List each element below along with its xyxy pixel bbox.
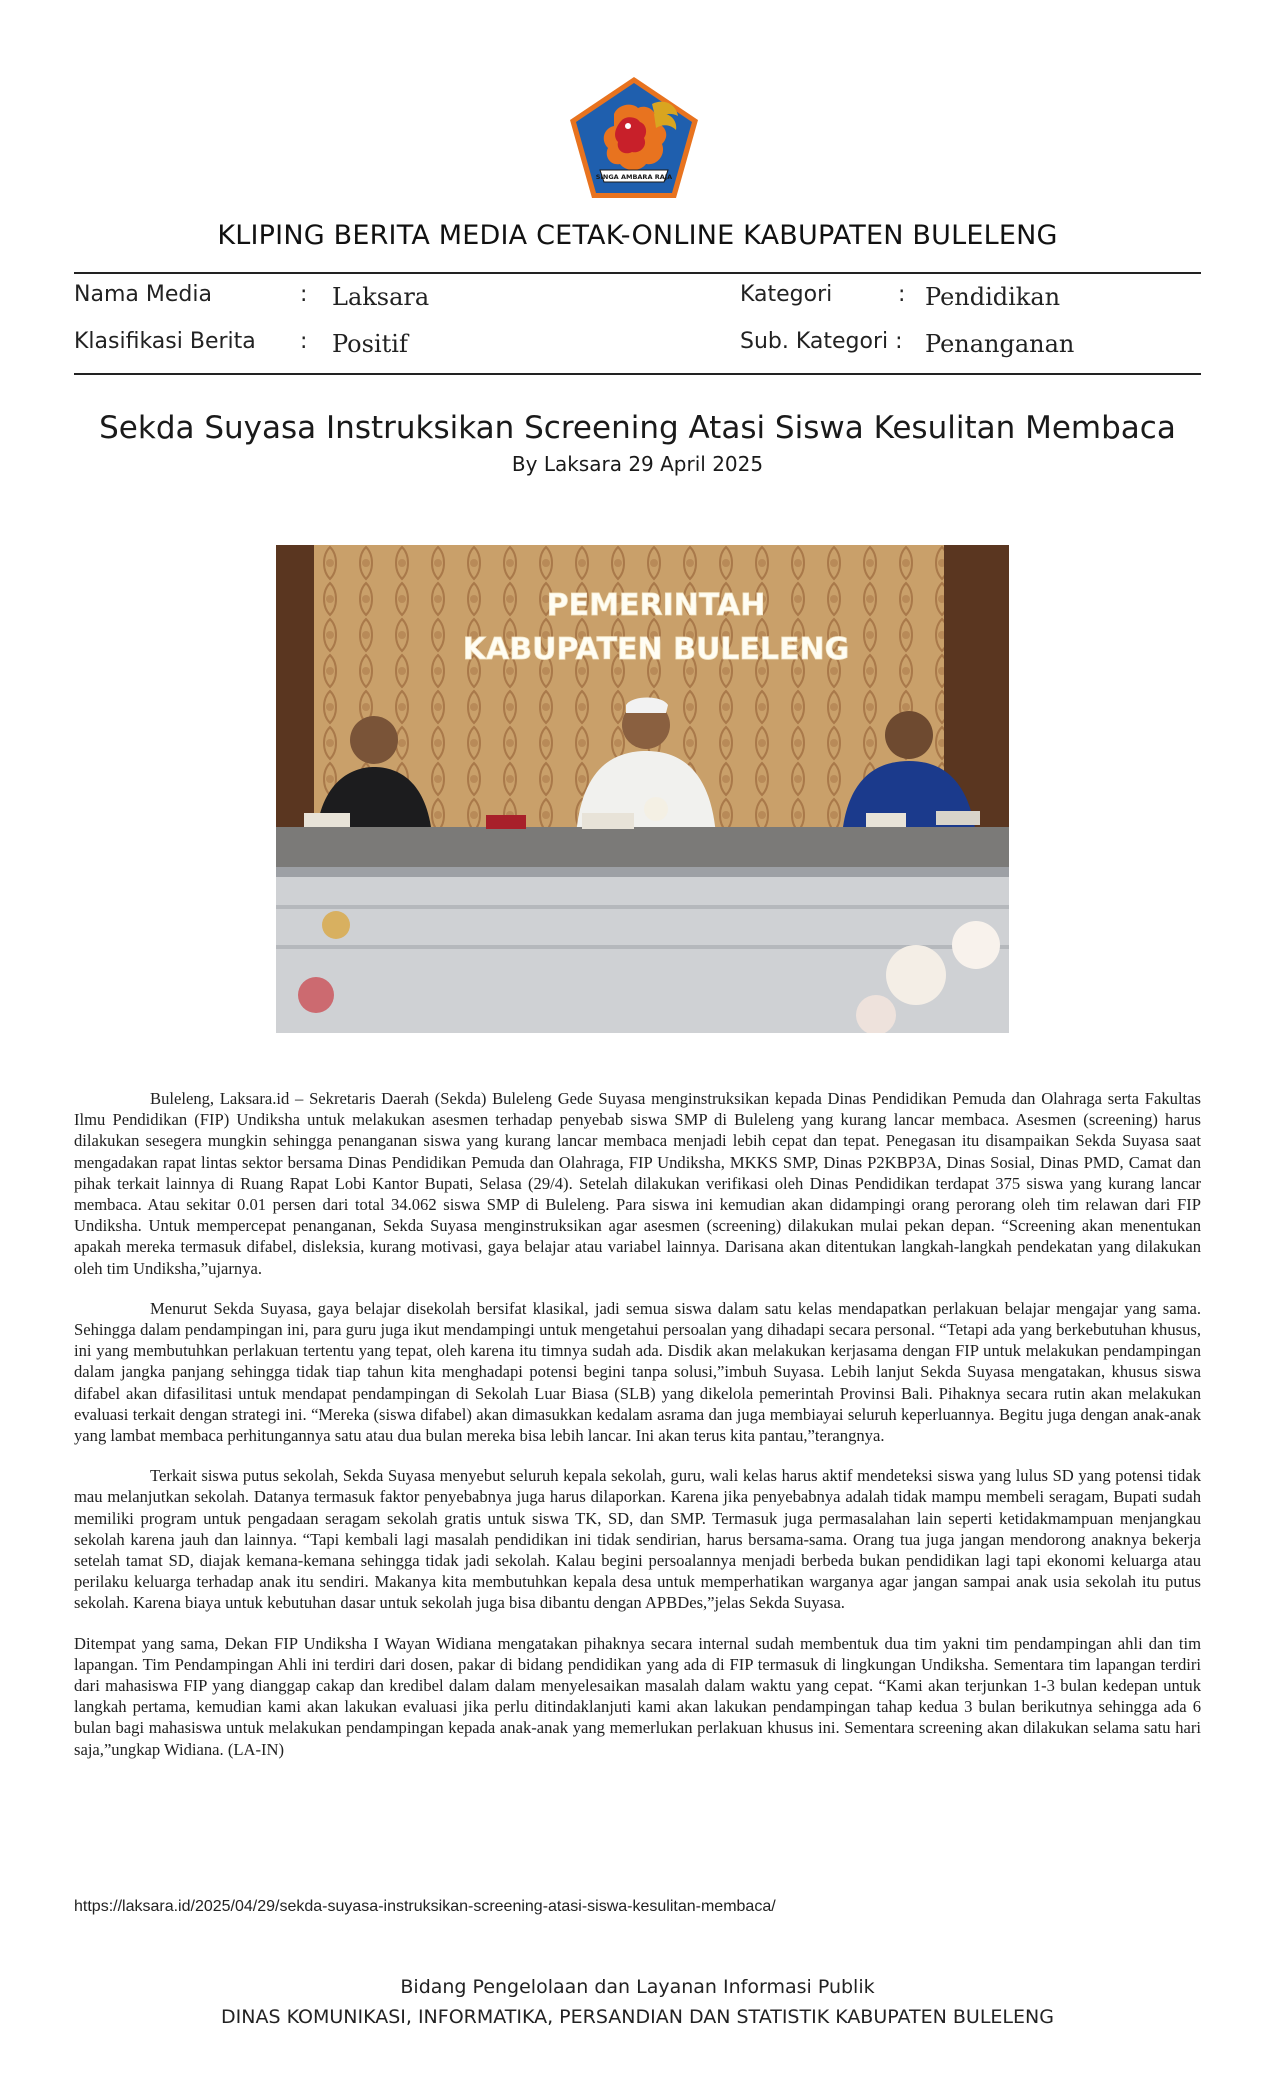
category-colon: : bbox=[898, 282, 906, 307]
subcategory-label: Sub. Kategori : bbox=[740, 329, 903, 354]
classification-value: Positif bbox=[332, 330, 408, 358]
paragraph-3: Terkait siswa putus sekolah, Sekda Suyasa menyebut seluruh kepala sekolah, guru, wali kelas harus aktif mendeteksi siswa yang lulus SD yang potensi tidak mau melanjutkan sekolah. Datanya termasuk faktor penyebabnya juga harus dilaporkan. Karena jika penyebabnya adalah tidak mampu membeli seragam, Bupati sudah memiliki program untuk pengadaan seragam sekolah gratis untuk siswa TK, SD, dan SMP. Termasuk juga permasalahan lain seperti ketidakmampuan menjangkau sekolah karena jauh dan lainnya. “Tapi kembali lagi masalah pendidikan ini tidak sendirian, harus bersama-sama. Orang tua juga jangan mendorong anaknya bekerja setelah tamat SD, diajak kemana-kemana sehingga tidak jadi sekolah. Kalau begini persoalannya menjadi berbeda bukan pendidikan lagi tapi ekonomi keluarga atau perilaku keluarga terhadap anak itu sendiri. Makanya kita membutuhkan kepala desa untuk memperhatikan warganya agar jangan sampai anak usia sekolah itu putus sekolah. Karena biaya untuk kebutuhan dasar untuk sekolah juga bisa dibantu dengan APBDes,”jelas Sekda Suyasa. bbox=[74, 1466, 1201, 1613]
classification-colon: : bbox=[300, 329, 308, 354]
media-colon: : bbox=[300, 282, 308, 307]
photo-sign-line1: PEMERINTAH bbox=[546, 588, 766, 623]
footer-division: Bidang Pengelolaan dan Layanan Informasi Publik bbox=[400, 1976, 875, 1998]
article-body bbox=[74, 1088, 1201, 1779]
source-url[interactable]: https://laksara.id/2025/04/29/sekda-suyasa-instruksikan-screening-atasi-siswa-kesulitan-membaca/ bbox=[74, 1898, 776, 1915]
category-value: Pendidikan bbox=[925, 283, 1061, 311]
article-photo bbox=[276, 545, 1009, 1033]
footer-agency: DINAS KOMUNIKASI, INFORMATIKA, PERSANDIAN DAN STATISTIK KABUPATEN BULELENG bbox=[221, 2006, 1054, 2028]
photo-illustration bbox=[276, 545, 1009, 1033]
article-title: Sekda Suyasa Instruksikan Screening Atasi Siswa Kesulitan Membaca bbox=[99, 410, 1176, 446]
clipping-heading: KLIPING BERITA MEDIA CETAK-ONLINE KABUPATEN BULELENG bbox=[217, 220, 1058, 251]
top-divider bbox=[74, 272, 1201, 274]
emblem-motto: SINGA AMBARA RAJA bbox=[595, 173, 673, 181]
article-byline: By Laksara 29 April 2025 bbox=[511, 452, 764, 476]
subcategory-value: Penanganan bbox=[925, 330, 1075, 358]
paragraph-2: Menurut Sekda Suyasa, gaya belajar disekolah bersifat klasikal, jadi semua siswa dalam satu kelas mendapatkan perlakuan belajar mengajar yang sama. Sehingga dalam pendampingan ini, para guru juga ikut mendampingi untuk mengetahui persoalan yang dihadapi secara personal. “Tetapi ada yang berkebutuhan khusus, ini yang membutuhkan perlakuan tertentu yang tepat, oleh karena itu timnya sudah ada. Disdik akan melakukan kerjasama dengan FIP untuk melakukan pendampingan dalam jangka panjang sehingga tidak tiap tahun kita menghadapi potensi begini tanpa solusi,”imbuh Suyasa. Lebih lanjut Sekda Suyasa mengatakan, khusus siswa difabel akan difasilitasi untuk mendapat pendampingan di Sekolah Luar Biasa (SLB) yang dikelola pemerintah Provinsi Bali. Pihaknya secara rutin akan melakukan evaluasi terkait dengan strategi ini. “Mereka (siswa difabel) akan dimasukkan kedalam asrama dan juga membiayai seluruh keperluannya. Begitu juga dengan anak-anak yang lambat membaca perhitungannya satu atau dua bulan mereka bisa lebih lancar. Ini akan terus kita pantau,”terangnya. bbox=[74, 1298, 1201, 1446]
media-label: Nama Media bbox=[74, 282, 212, 307]
bottom-divider bbox=[74, 373, 1201, 375]
media-value: Laksara bbox=[332, 283, 430, 311]
category-label: Kategori bbox=[740, 282, 833, 307]
paragraph-1: Buleleng, Laksara.id – Sekretaris Daerah (Sekda) Buleleng Gede Suyasa menginstruksikan kepada Dinas Pendidikan Pemuda dan Olahraga serta Fakultas Ilmu Pendidikan (FIP) Undiksha untuk melakukan asesmen terhadap penyebab siswa SMP di Buleleng yang kurang lancar membaca. Asesmen (screening) harus dilakukan sesegera mungkin sehingga penanganan siswa yang kurang lancar membaca menjadi lebih cepat dan tepat. Penegasan itu disampaikan Sekda Suyasa saat mengadakan rapat lintas sektor bersama Dinas Pendidikan Pemuda dan Olahraga, FIP Undiksha, MKKS SMP, Dinas P2KBP3A, Dinas Sosial, Dinas PMD, Camat dan pihak terkait lainnya di Ruang Rapat Lobi Kantor Bupati, Selasa (29/4). Setelah dilakukan verifikasi oleh Dinas Pendidikan terdapat 375 siswa yang kurang lancar membaca. Atau sekitar 0.01 persen dari total 34.062 siswa SMP di Buleleng. Para siswa ini kemudian akan didampingi orang perorang oleh tim relawan dari FIP Undiksha. Untuk mempercepat penanganan, Sekda Suyasa menginstruksikan agar asesmen (screening) dilakukan mulai pekan depan. “Screening akan menentukan apakah mereka termasuk difabel, disleksia, kurang motivasi, gaya belajar atau variabel lainnya. Darisana akan ditentukan langkah-langkah pendekatan yang dilakukan oleh tim Undiksha,”ujarnya. bbox=[74, 1089, 1201, 1278]
paragraph-4: Ditempat yang sama, Dekan FIP Undiksha I Wayan Widiana mengatakan pihaknya secara internal sudah membentuk dua tim yakni tim pendampingan ahli dan tim lapangan. Tim Pendampingan Ahli ini terdiri dari dosen, pakar di bidang pendidikan yang ada di FIP termasuk di lingkungan Undiksha. Sementara tim lapangan terdiri dari mahasiswa FIP yang dianggap cakap dan kredibel dalam dalam menyelesaikan masalah dalam waktu yang cepat. “Kami akan terjunkan 1-3 bulan kedepan untuk langkah pertama, kemudian kami akan lakukan evaluasi jika perlu ditindaklanjuti kami akan lakukan pendampingan tahap kedua 3 bulan berikutnya sehingga ada 6 bulan bagi mahasiswa untuk melakukan pendampingan kepada anak-anak yang memerlukan perlakuan khusus ini. Sementara screening akan dilakukan selama satu hari saja,”ungkap Widiana. (LA-IN) bbox=[74, 1633, 1201, 1759]
emblem-svg bbox=[566, 74, 702, 202]
buleleng-emblem-logo bbox=[566, 74, 702, 202]
photo-sign-line2: KABUPATEN BULELENG bbox=[462, 632, 850, 667]
classification-label: Klasifikasi Berita bbox=[74, 329, 256, 354]
